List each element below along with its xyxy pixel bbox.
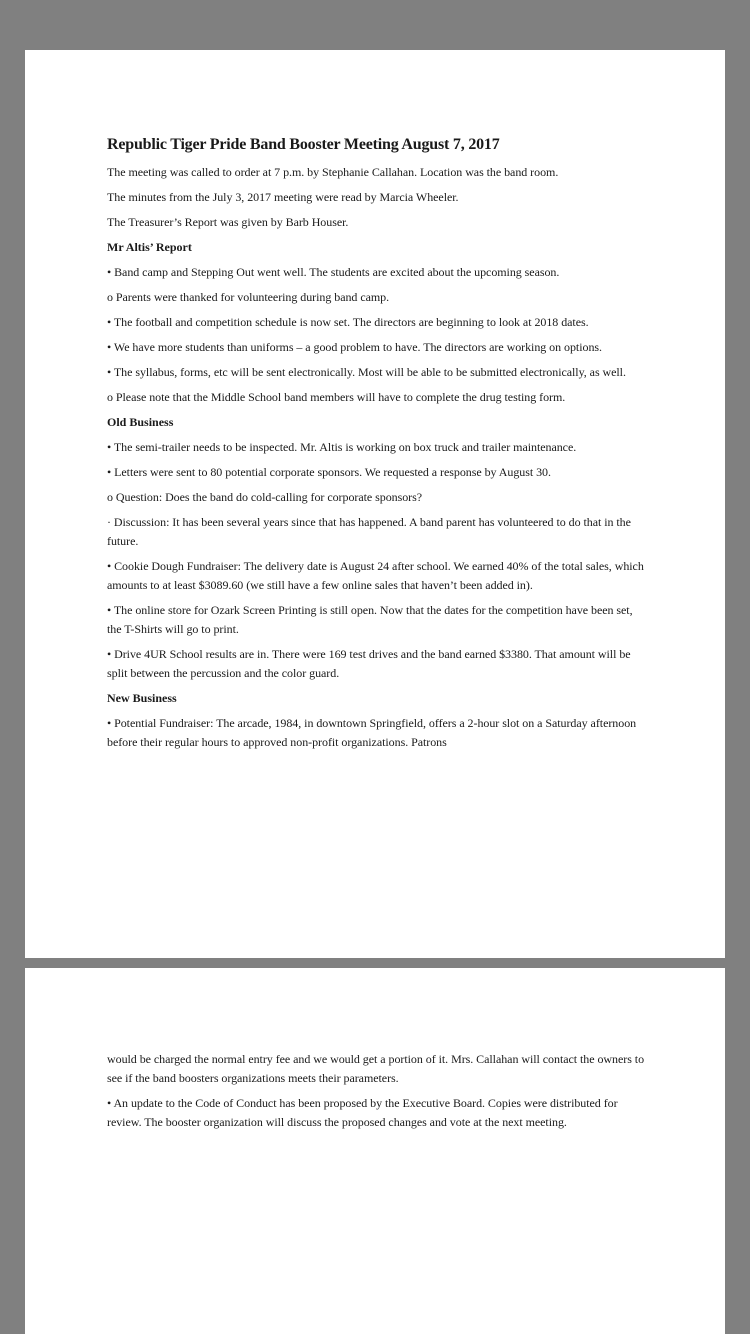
list-item: · Discussion: It has been several years since that has happened. A band parent has volunteered to do that in the future. xyxy=(107,515,631,548)
page-1-content xyxy=(107,134,647,758)
section-heading-altis-report: Mr Altis’ Report xyxy=(107,240,192,254)
intro-paragraph: The minutes from the July 3, 2017 meeting were read by Marcia Wheeler. xyxy=(107,190,459,204)
list-item: • The football and competition schedule is now set. The directors are beginning to look at 2018 dates. xyxy=(107,315,589,329)
document-title: Republic Tiger Pride Band Booster Meeting August 7, 2017 xyxy=(107,136,500,153)
intro-paragraph: The Treasurer’s Report was given by Barb Houser. xyxy=(107,215,349,229)
list-item: o Question: Does the band do cold-calling for corporate sponsors? xyxy=(107,490,423,504)
document-page-1 xyxy=(25,50,725,958)
list-item: • An update to the Code of Conduct has been proposed by the Executive Board. Copies were distributed for review. The booster organization will discuss the proposed changes and vote at the next meeting. xyxy=(107,1096,618,1129)
list-item: • Drive 4UR School results are in. There were 169 test drives and the band earned $3380. That amount will be split between the percussion and the color guard. xyxy=(107,647,631,680)
list-item: • The semi-trailer needs to be inspected. Mr. Altis is working on box truck and trailer maintenance. xyxy=(107,440,577,454)
list-item: • The syllabus, forms, etc will be sent electronically. Most will be able to be submitted electronically, as well. xyxy=(107,365,626,379)
list-item: • Band camp and Stepping Out went well. The students are excited about the upcoming season. xyxy=(107,265,560,279)
section-heading-new-business: New Business xyxy=(107,691,177,705)
list-item: • We have more students than uniforms – a good problem to have. The directors are working on options. xyxy=(107,340,602,354)
list-item: • Cookie Dough Fundraiser: The delivery date is August 24 after school. We earned 40% of the total sales, which amounts to at least $3089.60 (we still have a few online sales that haven’t been added in). xyxy=(107,559,644,592)
document-page-2 xyxy=(25,968,725,1334)
list-item: o Please note that the Middle School band members will have to complete the drug testing form. xyxy=(107,390,566,404)
list-item: would be charged the normal entry fee and we would get a portion of it. Mrs. Callahan will contact the owners to see if the band boosters organizations meets their parameters. xyxy=(107,1052,645,1085)
page-2-content xyxy=(107,1050,647,1138)
list-item: • Letters were sent to 80 potential corporate sponsors. We requested a response by August 30. xyxy=(107,465,551,479)
list-item: • The online store for Ozark Screen Printing is still open. Now that the dates for the competition have been set, the T-Shirts will go to print. xyxy=(107,603,633,636)
intro-paragraph: The meeting was called to order at 7 p.m. by Stephanie Callahan. Location was the band room. xyxy=(107,165,559,179)
list-item: • Potential Fundraiser: The arcade, 1984, in downtown Springfield, offers a 2-hour slot on a Saturday afternoon before their regular hours to approved non-profit organizations. Patrons xyxy=(107,716,637,749)
section-heading-old-business: Old Business xyxy=(107,415,174,429)
list-item: o Parents were thanked for volunteering during band camp. xyxy=(107,290,390,304)
